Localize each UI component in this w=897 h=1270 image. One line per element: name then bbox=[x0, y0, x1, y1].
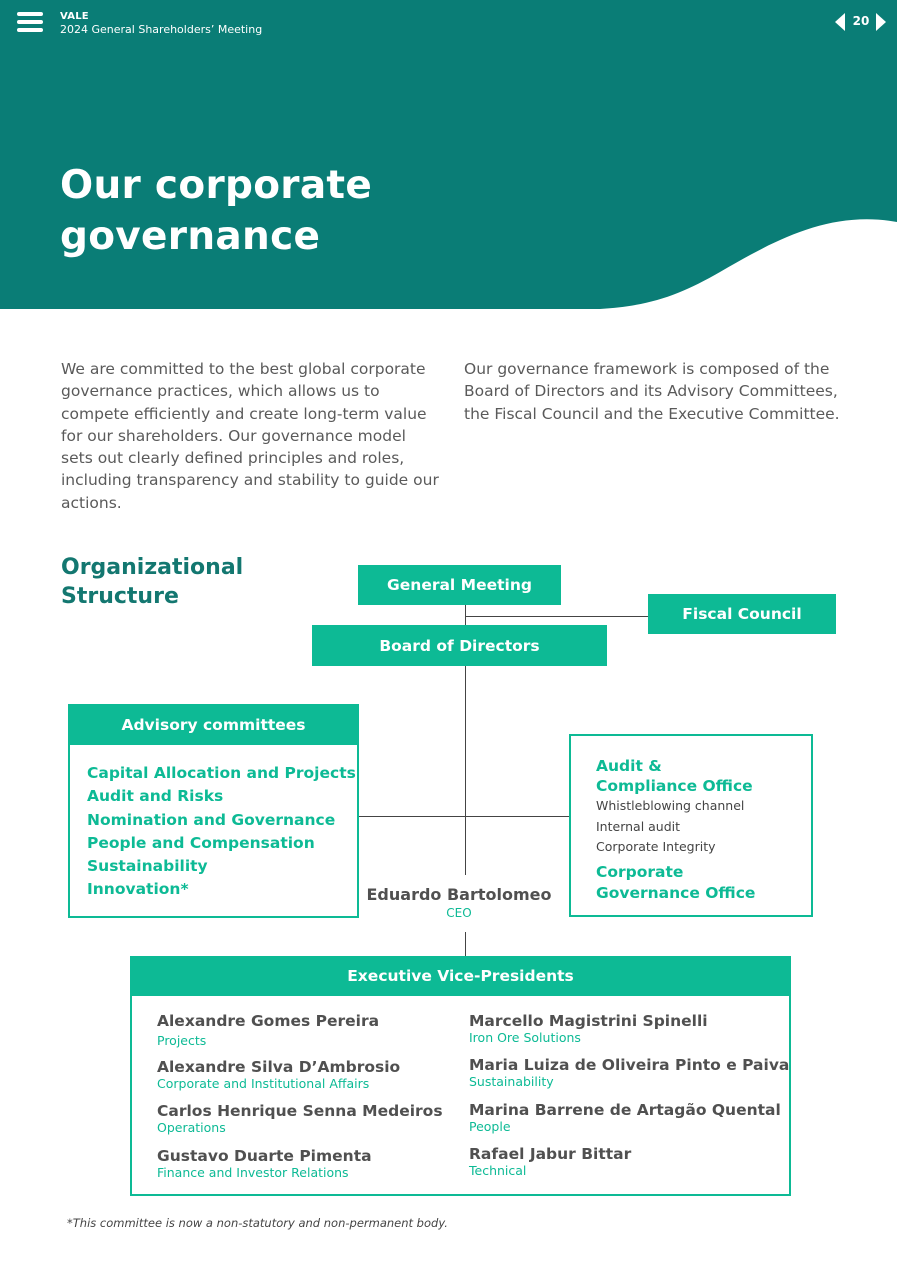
committee-item: People and Compensation bbox=[87, 833, 315, 852]
committee-item: Innovation* bbox=[87, 880, 189, 899]
hero-background bbox=[0, 0, 897, 312]
triangle-left-icon[interactable] bbox=[833, 12, 847, 32]
intro-paragraph-right: Our governance framework is composed of the Board of Directors and its Advisory Committees, the Fiscal Council and the Executive Committee. bbox=[464, 360, 840, 423]
offices-box bbox=[569, 734, 813, 917]
evp-entry bbox=[157, 1102, 443, 1147]
evp-area: Sustainability bbox=[469, 1074, 554, 1089]
advisory-committees-header: Advisory committees bbox=[68, 704, 359, 745]
evp-entry bbox=[469, 1056, 789, 1101]
connector-fiscal bbox=[465, 616, 649, 617]
audit-office-item: Whistleblowing channel bbox=[596, 798, 745, 813]
evp-list-left bbox=[157, 1012, 443, 1180]
evp-entry bbox=[157, 1147, 443, 1180]
evp-entry bbox=[469, 1101, 789, 1145]
committee-item: Capital Allocation and Projects bbox=[87, 764, 356, 782]
governance-office-title: Corporate bbox=[596, 862, 684, 881]
ceo-role: CEO bbox=[446, 906, 472, 920]
committee-item: Audit and Risks bbox=[87, 787, 224, 806]
fiscal-council-box: Fiscal Council bbox=[648, 594, 836, 634]
evp-name: Gustavo Duarte Pimenta bbox=[157, 1147, 372, 1165]
advisory-committees-box bbox=[68, 704, 359, 918]
section-title: Organizational Structure bbox=[61, 555, 244, 609]
evp-area: Operations bbox=[157, 1120, 226, 1135]
page-number: 20 bbox=[852, 14, 870, 28]
meeting-title: 2024 General Shareholders’ Meeting bbox=[60, 23, 263, 36]
board-of-directors-box: Board of Directors bbox=[312, 625, 607, 666]
triangle-right-icon[interactable] bbox=[874, 12, 888, 32]
evp-area: Technical bbox=[469, 1163, 527, 1178]
audit-office-title: Audit & bbox=[596, 757, 662, 775]
hamburger-icon[interactable] bbox=[17, 12, 43, 34]
evp-name: Marcello Magistrini Spinelli bbox=[469, 1012, 708, 1030]
evp-area: People bbox=[469, 1119, 511, 1134]
evp-entry bbox=[157, 1012, 443, 1058]
evp-name: Alexandre Silva D’Ambrosio bbox=[157, 1058, 401, 1076]
evp-name: Maria Luiza de Oliveira Pinto e Paiva bbox=[469, 1056, 790, 1074]
hero-banner bbox=[0, 0, 897, 312]
audit-office-item: Internal audit bbox=[596, 818, 681, 834]
evp-box bbox=[130, 956, 791, 1196]
connector-ceo-evp bbox=[465, 932, 466, 956]
evp-area: Finance and Investor Relations bbox=[157, 1165, 349, 1180]
evp-name: Marina Barrene de Artagão Quental bbox=[469, 1101, 781, 1119]
evp-name: Carlos Henrique Senna Medeiros bbox=[157, 1102, 443, 1120]
evp-area: Iron Ore Solutions bbox=[469, 1030, 581, 1045]
general-meeting-box: General Meeting bbox=[358, 565, 561, 605]
brand-name: VALE bbox=[60, 11, 89, 22]
governance-office-title: Governance Office bbox=[596, 883, 756, 902]
audit-office-title: Compliance Office bbox=[596, 777, 753, 795]
intro-paragraph-left: We are committed to the best global corporate governance practices, which allows us to compete efficiently and create long-term value for our shareholders. Our governance model sets out clearly defined principles and roles, including transparency and stability to guide our actions. bbox=[61, 360, 439, 512]
evp-name: Rafael Jabur Bittar bbox=[469, 1145, 632, 1163]
committee-item: Sustainability bbox=[87, 857, 208, 876]
evp-area: Corporate and Institutional Affairs bbox=[157, 1076, 370, 1091]
evp-list-right bbox=[469, 1012, 789, 1178]
evp-entry bbox=[469, 1012, 789, 1056]
evp-header: Executive Vice-Presidents bbox=[130, 956, 791, 996]
connector-horizontal bbox=[358, 816, 570, 817]
committee-item: Nomination and Governance bbox=[87, 810, 336, 829]
evp-entry bbox=[157, 1058, 443, 1102]
footnote: *This committee is now a non-statutory and non-permanent body. bbox=[67, 1216, 448, 1230]
evp-area: Projects bbox=[157, 1033, 207, 1048]
evp-name: Alexandre Gomes Pereira bbox=[157, 1012, 380, 1030]
ceo-name: Eduardo Bartolomeo bbox=[366, 885, 552, 904]
audit-office-item: Corporate Integrity bbox=[596, 839, 716, 854]
evp-entry bbox=[469, 1145, 789, 1178]
page-title: Our corporate governance bbox=[60, 163, 373, 259]
